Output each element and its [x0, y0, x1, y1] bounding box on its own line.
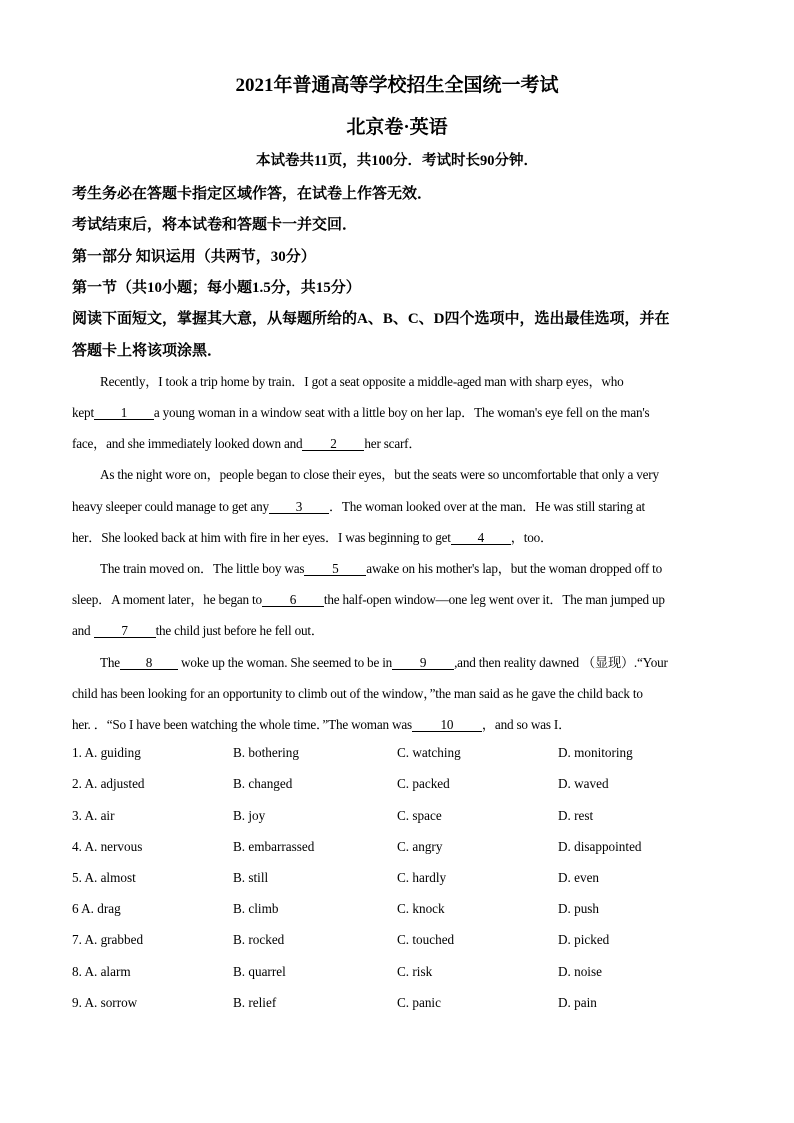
- passage-text: The: [100, 655, 120, 670]
- option-5a: 5. A. almost: [72, 870, 136, 885]
- option-3d: D. rest: [558, 808, 594, 823]
- option-5d: D. even: [558, 870, 600, 885]
- option-9b: B. relief: [233, 995, 277, 1010]
- blank-9: 9: [392, 656, 454, 670]
- blank-5: 5: [304, 562, 366, 576]
- passage-text: her. ．“So I have been watching the whole time．”The woman was: [72, 717, 412, 732]
- passage-text: awake on his mother's lap，but the woman dropped off to: [366, 561, 662, 576]
- option-6d: D. push: [558, 901, 600, 916]
- option-3b: B. joy: [233, 808, 266, 823]
- passage-text: a young woman in a window seat with a little boy on her lap．The woman's eye fell on the man's: [153, 405, 650, 420]
- option-1d: D. monitoring: [558, 745, 633, 760]
- blank-4: 4: [451, 531, 511, 545]
- option-4b: B. embarrassed: [233, 839, 315, 854]
- option-1c: C. watching: [397, 745, 461, 760]
- blank-6: 6: [262, 593, 324, 607]
- passage-line: [72, 402, 722, 421]
- passage-line: child has been looking for an opportunity to climb out of the window，”the man said as he gave the child back to: [72, 686, 643, 701]
- passage-line: As the night wore on，people began to close their eyes，but the seats were so uncomfortable that only a very: [100, 467, 659, 482]
- option-8c: C. risk: [397, 964, 433, 979]
- passage-text: ．The woman looked over at the man．He was still staring at: [328, 499, 645, 514]
- passage-text: face，and she immediately looked down and: [72, 436, 303, 451]
- passage-text: heavy sleeper could manage to get any: [72, 499, 269, 514]
- passage-line: [72, 433, 722, 452]
- option-8d: D. noise: [558, 964, 602, 979]
- option-6c: C. knock: [397, 901, 445, 916]
- option-7c: C. touched: [397, 932, 455, 947]
- passage-text: woke up the woman. She seemed to be in: [181, 655, 393, 670]
- passage-text: ，too．: [510, 530, 553, 545]
- passage-text: ，and so was I．: [481, 717, 572, 732]
- passage-text: ,and then reality dawned （显现）.“Your: [454, 655, 668, 670]
- exam-info: 本试卷共11页，共100分．考试时长90分钟．: [256, 153, 538, 169]
- option-7d: D. picked: [558, 932, 610, 947]
- passage-line: [72, 620, 722, 639]
- passage-text: her scarf．: [364, 436, 422, 451]
- option-9a: 9. A. sorrow: [72, 995, 138, 1010]
- passage-line: [72, 527, 722, 546]
- blank-7: 7: [94, 624, 156, 638]
- option-5c: C. hardly: [397, 870, 447, 885]
- passage-text: the half-open window—one leg went over it．The man jumped up: [323, 592, 665, 607]
- passage-line: [100, 652, 750, 671]
- directions-line-2: 答题卡上将该项涂黑．: [72, 343, 223, 359]
- directions-line-1: 阅读下面短文，掌握其大意，从每题所给的A、B、C、D四个选项中，选出最佳选项，并在: [72, 311, 670, 327]
- exam-subtitle: 北京卷·英语: [346, 117, 448, 138]
- option-3c: C. space: [397, 808, 442, 823]
- option-6a: 6 A. drag: [72, 901, 121, 916]
- blank-3: 3: [269, 500, 329, 514]
- subsection-heading: 第一节（共10小题；每小题1.5分，共15分）: [72, 280, 361, 296]
- option-2c: C. packed: [397, 776, 450, 791]
- option-8b: B. quarrel: [233, 964, 286, 979]
- passage-text: The train moved on．The little boy was: [100, 561, 305, 576]
- passage-line: [72, 589, 722, 608]
- option-9c: C. panic: [397, 995, 441, 1010]
- instruction-2: 考试结束后，将本试卷和答题卡一并交回．: [72, 217, 358, 233]
- blank-2: 2: [302, 437, 364, 451]
- option-7b: B. rocked: [233, 932, 285, 947]
- option-3a: 3. A. air: [72, 808, 115, 823]
- option-4c: C. angry: [397, 839, 443, 854]
- option-4d: D. disappointed: [558, 839, 642, 854]
- passage-line: [72, 714, 722, 733]
- section-heading: 第一部分 知识运用（共两节，30分）: [72, 249, 316, 265]
- option-5b: B. still: [233, 870, 269, 885]
- option-2a: 2. A. adjusted: [72, 776, 145, 791]
- option-8a: 8. A. alarm: [72, 964, 131, 979]
- option-2d: D. waved: [558, 776, 609, 791]
- passage-line: Recently，I took a trip home by train．I got a seat opposite a middle-aged man with sharp eyes，who: [100, 374, 624, 389]
- passage-text: and: [72, 623, 91, 638]
- option-2b: B. changed: [233, 776, 293, 791]
- option-4a: 4. A. nervous: [72, 839, 143, 854]
- passage-text: kept: [72, 405, 94, 420]
- passage-text: sleep．A moment later，he began to: [72, 592, 262, 607]
- passage-text: her．She looked back at him with fire in her eyes．I was beginning to get: [72, 530, 451, 545]
- blank-8: 8: [120, 656, 178, 670]
- passage-line: [72, 496, 722, 515]
- exam-title: 2021年普通高等学校招生全国统一考试: [235, 75, 559, 96]
- option-1b: B. bothering: [233, 745, 299, 760]
- option-1a: 1. A. guiding: [72, 745, 141, 760]
- passage-text: the child just before he fell out．: [155, 623, 324, 638]
- passage-line: [100, 558, 750, 577]
- option-9d: D. pain: [558, 995, 597, 1010]
- option-7a: 7. A. grabbed: [72, 932, 144, 947]
- blank-1: 1: [94, 406, 154, 420]
- option-6b: B. climb: [233, 901, 279, 916]
- blank-10: 10: [412, 718, 482, 732]
- instruction-1: 考生务必在答题卡指定区域作答，在试卷上作答无效．: [72, 186, 433, 202]
